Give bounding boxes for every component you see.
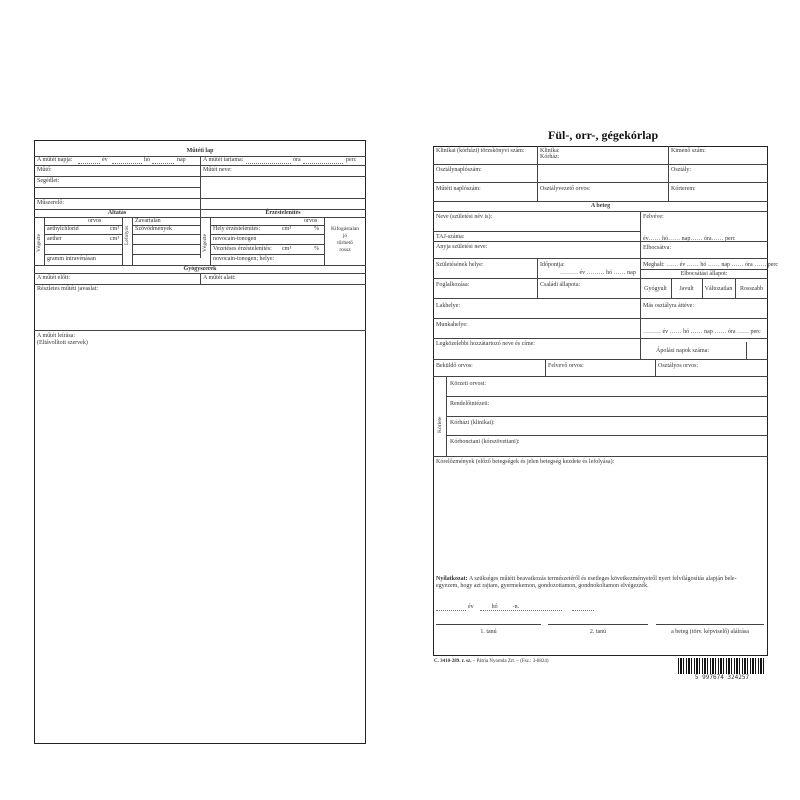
kifogastalan-options: Kifogástalan jó tűrhető rossz (330, 226, 360, 253)
gram-iv-label: gramm intravénásan (47, 256, 96, 262)
form-title: Fül-, orr-, gégekórlap (548, 128, 659, 142)
vegezte-label: Végezte (36, 233, 42, 252)
bekuldo-label: Beküldő orvos: (436, 363, 473, 369)
osztalyvezeto-label: Osztályvezető orvos: (540, 186, 591, 192)
signature-witness-2: 2. tanú (589, 629, 607, 635)
zavartalan-label: Zavartalan (135, 218, 161, 224)
op-name-label: Műtét neve: (203, 167, 232, 173)
signature-patient: a beteg (törv. képviselő) aláírása (671, 629, 749, 635)
surgeon-label: Műtő: (37, 167, 52, 173)
apolasi-label: Ápolási napok száma: (656, 348, 709, 354)
signature-witness-1: 1. tanú (480, 629, 497, 635)
patient-heading: A beteg (590, 203, 611, 209)
korhazi-label: Kórházi (klinikai): (450, 420, 495, 426)
left-header: Műtéti lap (186, 148, 214, 154)
status-valtozatlan: Változatlan (704, 286, 733, 292)
mutetinaplo-label: Műtéti naplószám: (436, 186, 481, 192)
lefolyas-label: Lefolyás (124, 225, 130, 245)
op-duration-label: A műtét tartama: (203, 157, 244, 163)
name-label: Neve (születési név is): (436, 214, 493, 220)
status-javult: Javult (679, 286, 694, 292)
removed-organs-label: (Eltávolított szervek) (37, 340, 88, 346)
form-code-footer: C. 3410-289. r. sz. – Pátria Nyomda Zrt. – (Fsz.: 3-8824) (434, 659, 549, 664)
status-gyogyult: Gyógyult (644, 286, 667, 292)
korelozmenyek-label: Kórelőzmények (előző betegségek és jelen betegség kezdete és lefolyása): (436, 459, 615, 465)
op-date-label: A műtét napja: (37, 157, 73, 163)
medicines-heading: Gyógyszerek (183, 266, 217, 272)
before-op-label: A műtét előtt: (37, 275, 70, 281)
barcode-number: 5 997674 324257 (694, 674, 750, 681)
vegezte-label-2: Végezte (202, 233, 208, 252)
felvevo-label: Felvevő orvos: (548, 363, 584, 369)
hozzatartozo-label: Legközelebbi hozzátartozó neve és címe: (436, 341, 535, 347)
csaladi-label: Családi állapota: (540, 282, 581, 288)
birthplace-label: Születésének helye: (436, 262, 484, 268)
discharge-status-heading: Elbocsátási állapot: (680, 271, 728, 277)
korbonctani-label: Kórbonctani (kórszövettani): (450, 439, 520, 445)
klinika-label: Klinika: (540, 148, 560, 154)
meghalt-label: Meghalt: …… év …… hó …… nap …… óra …… perc (643, 262, 779, 268)
left-form-page: Műtéti lap A műtét napja: év hó nap A műtét tartama: óra perc Műtő: Műtét neve: Segédlet: Műszerelő: Altatás Érzéstelenítés Végezte Lefolyás Végezte orvos aethylchlorid cm³ aether cm³ gramm intravénásan Zavartalan Szövődmények orvos Hely érzéstelenítés: cm³ % novocain-tonogen Vezetéses érzéstelenítés: cm³ % novocain-tonogen; helye: Kifogástalan jó tűrhető rossz Gyógyszerek A műtét előtt: A műtét alatt: Részletes műtéti javaslat: A műtét leírása: (Eltávolított szervek) (34, 140, 366, 744)
assistant-label: Segédlet: (37, 178, 60, 184)
idopontja-label: Időpontja: (540, 262, 565, 268)
declaration-date: év hó -n. (468, 604, 520, 610)
elbocsatva-label: Elbocsátva: (643, 245, 671, 251)
taj-label: TAJ-száma: (436, 234, 465, 240)
anesthesia-heading: Altatás (107, 210, 127, 216)
szovodmenyek-label: Szövődmények (135, 226, 172, 232)
osztalynaplo-label: Osztálynaplószám: (436, 167, 482, 173)
nyilatkozat-line-2: egyezem, hogy azt rajtam, gyermekemon, gondozottamon, gondnokoltamon elvégezzék. (436, 583, 649, 589)
aether-label: aether (47, 236, 62, 242)
korterem-label: Kórterem: (671, 186, 696, 192)
torzskonyv-label: Klinikai (kórházi) törzskönyvi szám: (436, 148, 525, 154)
proposal-label: Részletes műtéti javaslat: (37, 286, 98, 292)
osztaly-label: Osztály: (671, 167, 691, 173)
nyilatkozat-line-1: Nyilatkozat: A szükséges műtéti beavatkozás természetéről és esetleges következményeiről nyert felvilágosítás alapján bele- (436, 576, 737, 582)
korzeti-label: Körzeti orvosi: (450, 381, 487, 387)
korlete-label: Kórlete (437, 416, 443, 433)
novocain-label: novocain-tonogen (213, 236, 257, 242)
barcode-image (678, 658, 766, 674)
munkahely-label: Munkahelye: (436, 322, 468, 328)
rendelointezeti-label: Rendelőintézeti: (450, 401, 490, 407)
mas-osztaly-label: Más osztályra áttéve: (643, 303, 694, 309)
instrument-nurse-label: Műszerelő: (37, 200, 64, 206)
during-op-label: A műtét alatt: (203, 275, 236, 281)
novocain-helye-label: novocain-tonogen; helye: (213, 256, 275, 262)
lakhely-label: Lakhelye: (436, 303, 460, 309)
foglalkozas-label: Foglalkozása: (436, 282, 470, 288)
kimeno-label: Kimenő szám: (671, 148, 706, 154)
osztalyos-label: Osztályos orvos: (658, 363, 699, 369)
aethylchlorid-label: aethylchlorid (47, 226, 79, 232)
anyja-label: Anyja születési neve: (436, 244, 488, 250)
status-rosszabb: Rosszabb (740, 286, 763, 292)
helyi-label: Hely érzéstelenítés: (213, 226, 261, 232)
korhaz-label: Kórház: (540, 154, 560, 160)
felveve-label: Felvéve: (643, 214, 664, 220)
vezeteses-label: Vezetéses érzéstelenítés: (213, 246, 272, 252)
right-form-page: Fül-, orr-, gégekórlap Klinikai (kórházi) törzskönyvi szám: Klinika: Kórház: Kimenő szám: Osztálynaplószám: Osztály: Műtéti naplószám: Osztályvezető orvos: Kórterem: A beteg Neve (születési név is): Felvéve: TAJ-száma: év…… hó…… nap…… óra…… perc Anyja születési neve: Elbocsátva: Születésének helye: Időpontja: ……… év ……… hó …… nap Meghalt: …… év …… hó …… nap …… óra …… perc Elbocsátási állapot: Foglalkozása: Családi állapota: Gyógyult Javult Változatlan Rosszabb Lakhelye: Más osztályra áttéve: Munkahelye: ……… év …… hó …… nap …… óra …… perc Legközelebbi hozzátartozó neve és címe: Ápolási napok száma: Beküldő orvos: Felvevő orvos: Osztályos orvos: Kórlete Körzeti orvosi: Rendelőintézeti: Kórházi (klinikai): Kórbonctani (kórszövettani): Kórelőzmények (előző betegségek és jelen betegség kezdete és lefolyása): Nyilatkozat: A szükséges műtéti beavatkozás természetéről és esetleges következményeiről nyert felvilágosítás alapján bele- egyezem, hogy azt rajtam, gyermekemon, gondozottamon, gondnokoltamon elvégezzék. év hó -n. 1. tanú 2. tanú a beteg (törv. képviselő) aláírása C. 3410-289. r. sz. – Pátria Nyomda Zrt. – (Fsz.: 3-8824) 5 997674 324257 (430, 128, 770, 688)
description-label: A műtét leírása: (37, 333, 75, 339)
local-anesthesia-heading: Érzéstelenítés (265, 210, 301, 216)
